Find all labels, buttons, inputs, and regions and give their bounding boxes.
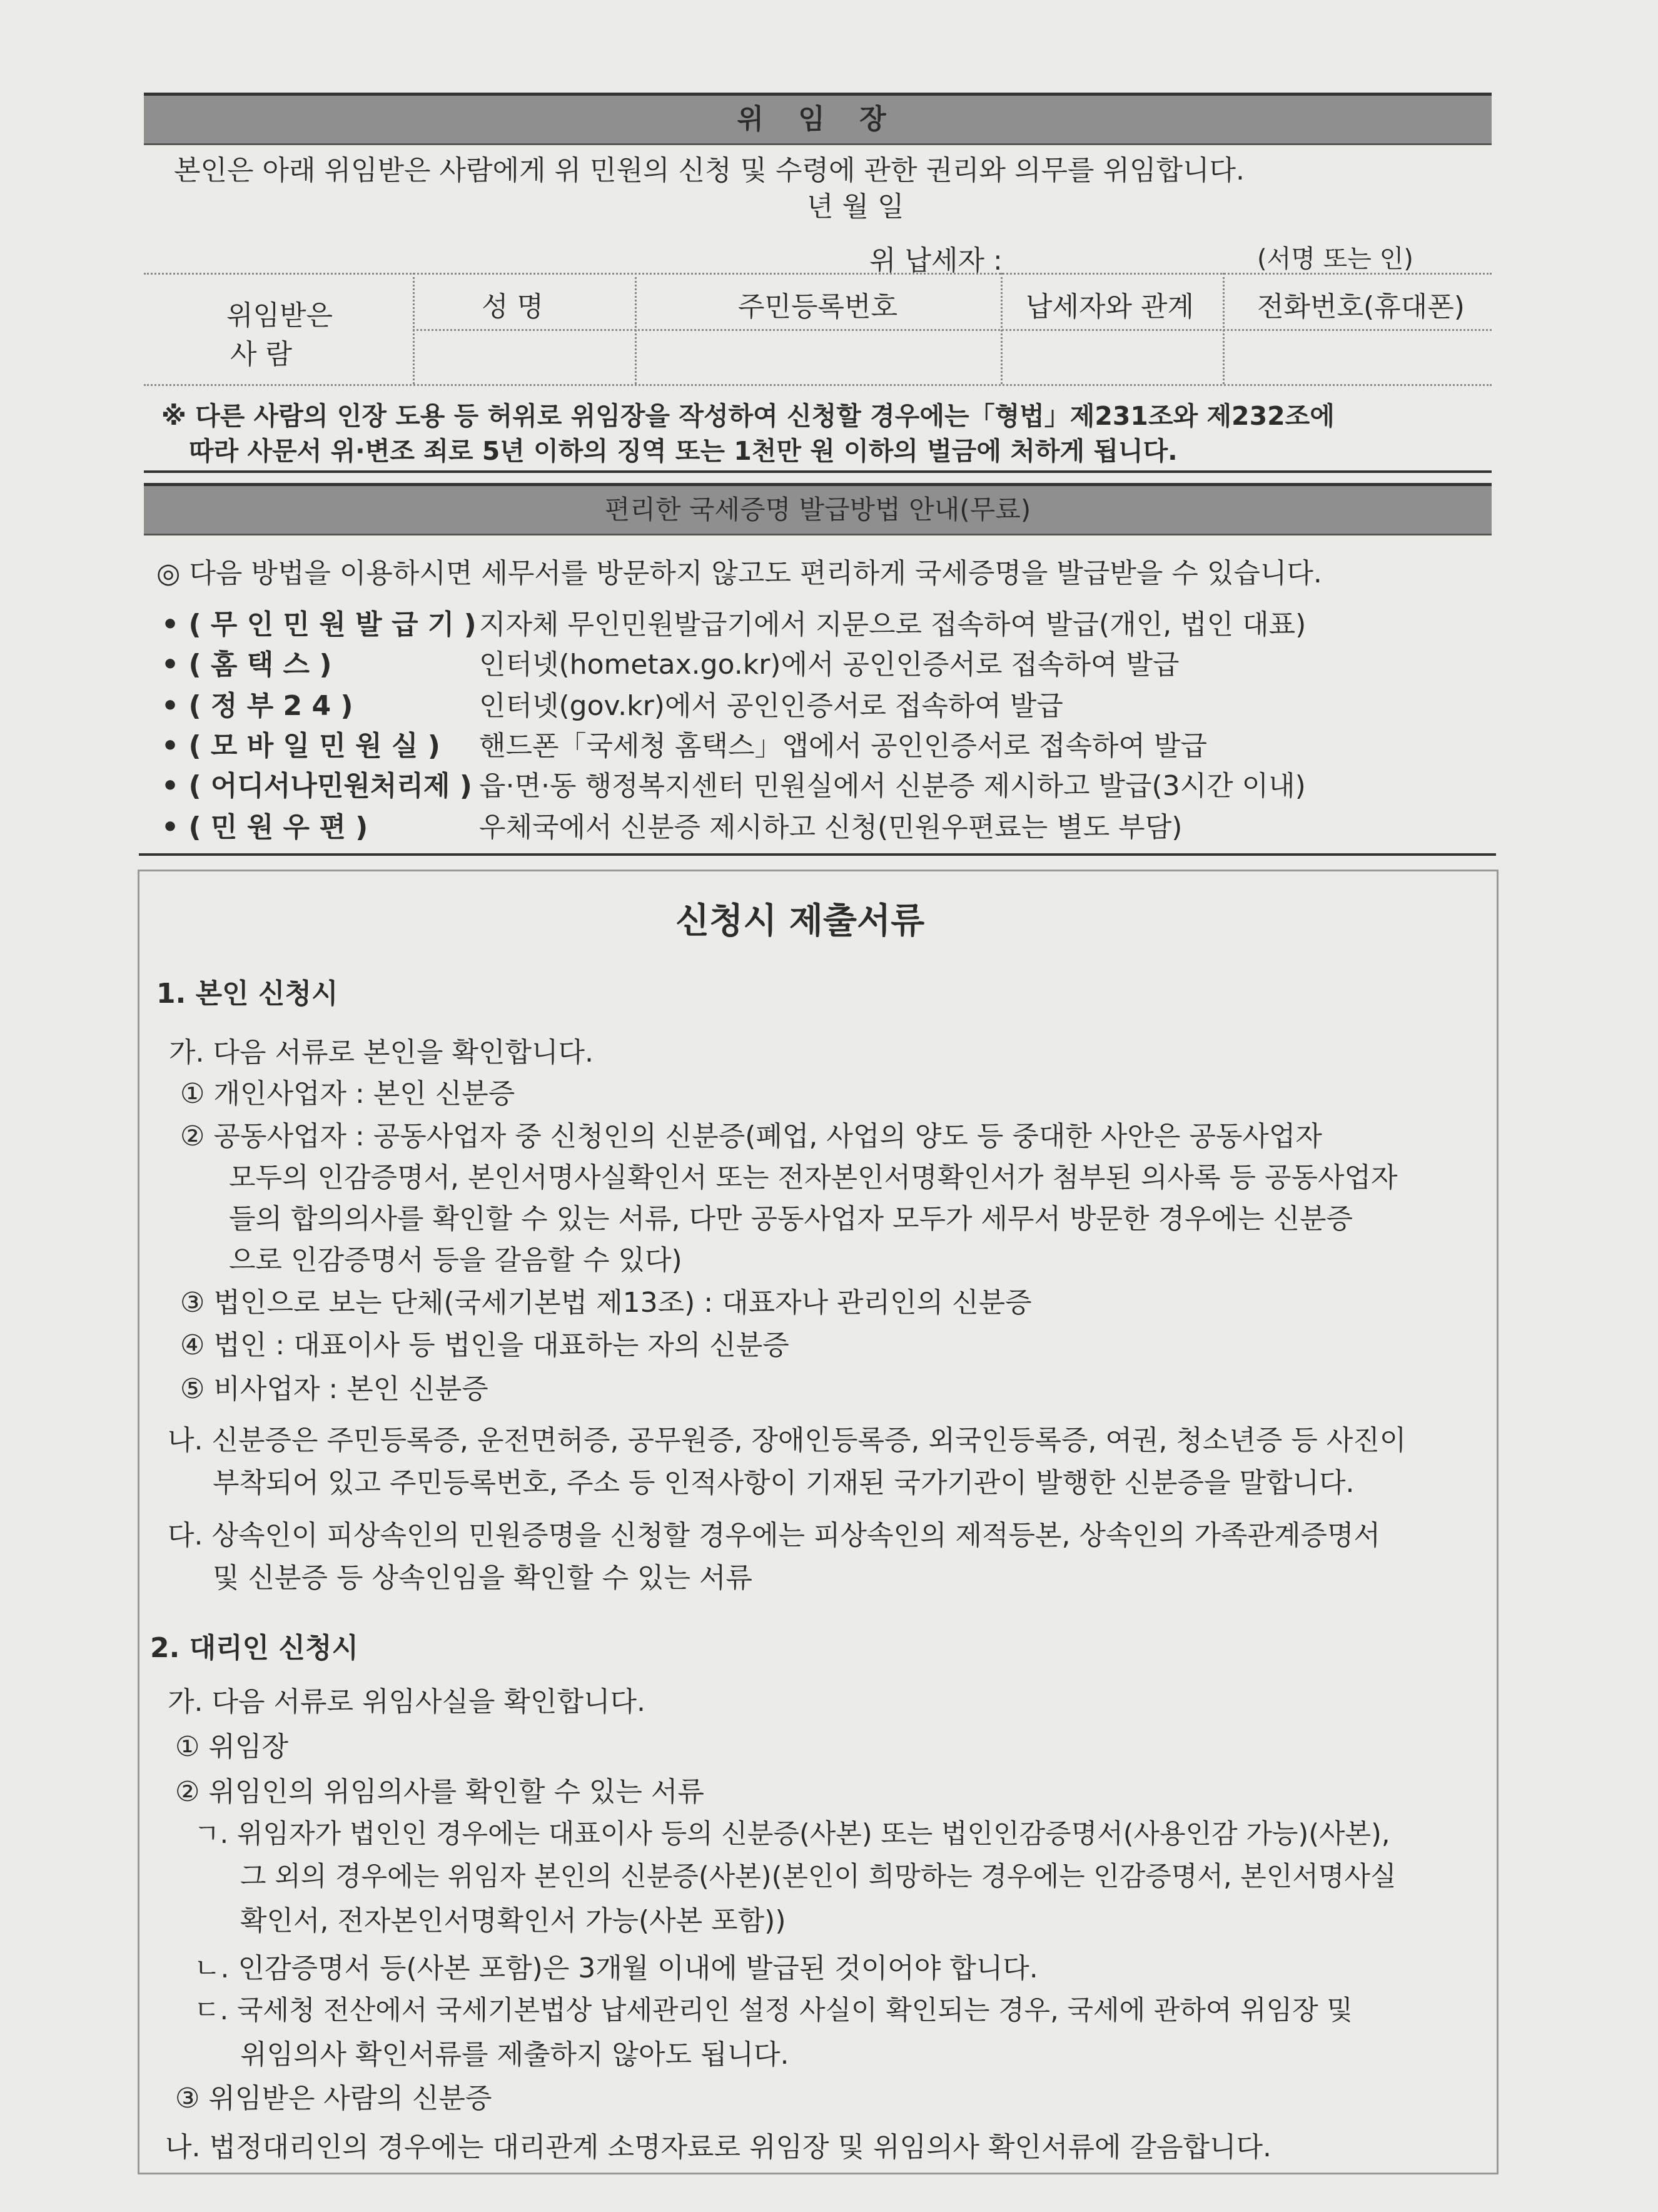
section-heading: 1. 본인 신청시 xyxy=(156,978,338,1010)
method-desc: 읍·면·동 행정복지센터 민원실에서 신분증 제시하고 발급(3시간 이내) xyxy=(479,770,1306,802)
doc-line: ① 위임장 xyxy=(175,1731,288,1763)
legal-warning: ※ 다른 사람의 인장 도용 등 허위로 위임장을 작성하여 신청할 경우에는「형법」제231조와 제232조에 xyxy=(161,401,1335,431)
method-name: • ( 민 원 우 편 ) xyxy=(161,811,368,843)
doc-line: 나. 신분증은 주민등록증, 운전면허증, 공무원증, 장애인등록증, 외국인등록증, 여권, 청소년증 등 사진이 xyxy=(168,1424,1407,1456)
delegate-label: 사 람 xyxy=(230,338,292,370)
method-name: • ( 어디서나민원처리제 ) xyxy=(161,770,472,802)
delegation-title: 위 임 장 xyxy=(737,103,899,135)
doc-line: ③ 법인으로 보는 단체(국세기본법 제13조) : 대표자나 관리인의 신분증 xyxy=(180,1287,1032,1319)
table-divider xyxy=(413,273,415,384)
doc-line: 가. 다음 서류로 본인을 확인합니다. xyxy=(169,1037,594,1068)
method-name: • ( 홈 택 스 ) xyxy=(161,649,332,681)
delegate-label: 위임받은 xyxy=(226,300,333,332)
section-heading: 2. 대리인 신청시 xyxy=(150,1632,358,1664)
doc-line: 확인서, 전자본인서명확인서 가능(사본 포함)) xyxy=(240,1905,786,1937)
doc-line: 및 신분증 등 상속인임을 확인할 수 있는 서류 xyxy=(213,1562,752,1594)
doc-line: ③ 위임받은 사람의 신분증 xyxy=(175,2083,492,2114)
column-phone: 전화번호(휴대폰) xyxy=(1257,291,1465,323)
table-top-border xyxy=(144,273,1492,275)
doc-line: ㄷ. 국세청 전산에서 국세기본법상 납세관리인 설정 사실이 확인되는 경우, 국세에 관하여 위임장 및 xyxy=(194,1995,1353,2026)
doc-line: 모두의 인감증명서, 본인서명사실확인서 또는 전자본인서명확인서가 첨부된 의사록 등 공동사업자 xyxy=(229,1162,1398,1194)
guide-title-bar xyxy=(144,483,1492,535)
documents-title: 신청시 제출서류 xyxy=(675,901,925,941)
date-line: 년 월 일 xyxy=(807,191,904,223)
table-mid-border xyxy=(413,329,1492,331)
doc-line: 그 외의 경우에는 위임자 본인의 신분증(사본)(본인이 희망하는 경우에는 인감증명서, 본인서명사실 xyxy=(240,1861,1397,1892)
doc-line: ② 위임인의 위임의사를 확인할 수 있는 서류 xyxy=(175,1776,704,1808)
method-name: • ( 정 부 2 4 ) xyxy=(161,690,353,722)
section-divider xyxy=(144,470,1492,473)
method-desc: 핸드폰「국세청 홈택스」앱에서 공인인증서로 접속하여 발급 xyxy=(479,730,1208,762)
table-divider xyxy=(1001,273,1003,384)
doc-line: 나. 법정대리인의 경우에는 대리관계 소명자료로 위임장 및 위임의사 확인서류에 갈음합니다. xyxy=(165,2131,1271,2163)
table-bottom-border xyxy=(144,384,1492,386)
delegation-statement: 본인은 아래 위임받은 사람에게 위 민원의 신청 및 수령에 관한 권리와 의무를 위임합니다. xyxy=(174,155,1245,186)
table-divider xyxy=(635,273,637,384)
doc-line: ⑤ 비사업자 : 본인 신분증 xyxy=(180,1373,488,1405)
method-desc: 인터넷(hometax.go.kr)에서 공인인증서로 접속하여 발급 xyxy=(479,649,1180,681)
guide-title: 편리한 국세증명 발급방법 안내(무료) xyxy=(604,494,1031,525)
method-desc: 인터넷(gov.kr)에서 공인인증서로 접속하여 발급 xyxy=(479,690,1063,722)
doc-line: 들의 합의의사를 확인할 수 있는 서류, 다만 공동사업자 모두가 세무서 방문한 경우에는 신분증 xyxy=(229,1203,1353,1235)
column-name: 성 명 xyxy=(482,291,543,323)
delegation-title-bar xyxy=(144,93,1492,145)
doc-line: ㄴ. 인감증명서 등(사본 포함)은 3개월 이내에 발급된 것이어야 합니다. xyxy=(194,1952,1038,1984)
method-name: • ( 무 인 민 원 발 급 기 ) xyxy=(161,609,477,641)
method-name: • ( 모 바 일 민 원 실 ) xyxy=(161,730,440,762)
method-desc: 지자체 무인민원발급기에서 지문으로 접속하여 발급(개인, 법인 대표) xyxy=(479,609,1307,641)
sign-label: (서명 또는 인) xyxy=(1257,245,1413,273)
doc-line: 부착되어 있고 주민등록번호, 주소 등 인적사항이 기재된 국가기관이 발행한 신분증을 말합니다. xyxy=(213,1467,1355,1499)
column-resident-number: 주민등록번호 xyxy=(738,291,898,323)
guide-intro: ◎ 다음 방법을 이용하시면 세무서를 방문하지 않고도 편리하게 국세증명을 발급받을 수 있습니다. xyxy=(156,557,1322,589)
doc-line: 으로 인감증명서 등을 갈음할 수 있다) xyxy=(229,1244,682,1276)
doc-line: ㄱ. 위임자가 법인인 경우에는 대표이사 등의 신분증(사본) 또는 법인인감증명서(사용인감 가능)(사본), xyxy=(194,1819,1390,1850)
taxpayer-label: 위 납세자 : xyxy=(869,245,1003,276)
doc-line: 가. 다음 서류로 위임사실을 확인합니다. xyxy=(168,1686,645,1718)
doc-line: 위임의사 확인서류를 제출하지 않아도 됩니다. xyxy=(240,2039,789,2071)
doc-line: ① 개인사업자 : 본인 신분증 xyxy=(180,1078,515,1110)
section-divider xyxy=(139,853,1496,856)
doc-line: 다. 상속인이 피상속인의 민원증명을 신청할 경우에는 피상속인의 제적등본, 상속인의 가족관계증명서 xyxy=(168,1519,1381,1551)
column-relation: 납세자와 관계 xyxy=(1026,291,1195,323)
doc-line: ② 공동사업자 : 공동사업자 중 신청인의 신분증(폐업, 사업의 양도 등 중대한 사안은 공동사업자 xyxy=(180,1120,1322,1152)
legal-warning: 따라 사문서 위·변조 죄로 5년 이하의 징역 또는 1천만 원 이하의 벌금에 처하게 됩니다. xyxy=(189,436,1178,466)
doc-line: ④ 법인 : 대표이사 등 법인을 대표하는 자의 신분증 xyxy=(180,1329,789,1361)
method-desc: 우체국에서 신분증 제시하고 신청(민원우편료는 별도 부담) xyxy=(479,811,1183,843)
table-divider xyxy=(1223,273,1225,384)
